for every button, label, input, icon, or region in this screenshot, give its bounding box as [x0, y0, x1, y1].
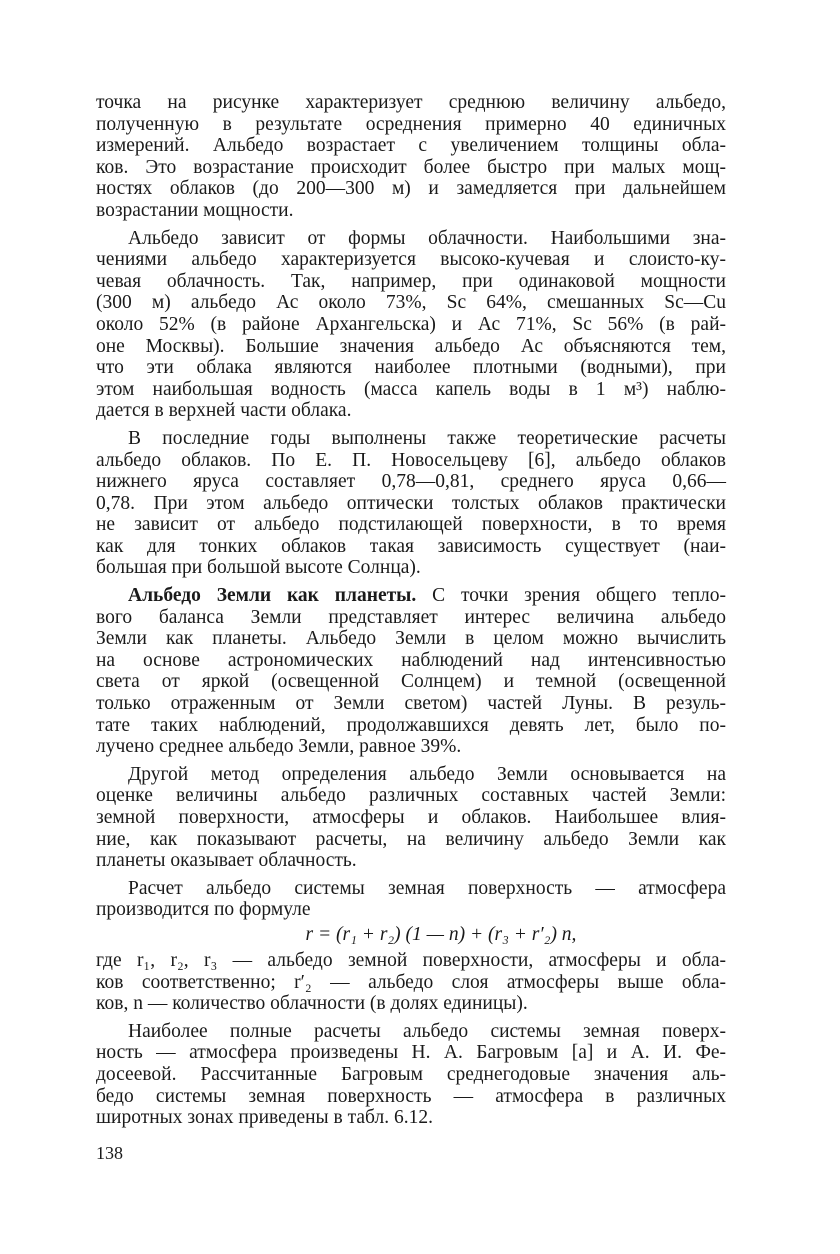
text-line: полученную в результате осреднения примерно 40 единичных [96, 113, 726, 135]
text-line: широтных зонах приведены в табл. 6.12. [96, 1107, 433, 1129]
text-line: оне Москвы). Большие значения альбедо Ас объясняются тем, [96, 335, 726, 357]
text-line: планеты оказывает облачность. [96, 850, 357, 872]
text-line: Земли как планеты. Альбедо Земли в целом можно вычислить [96, 628, 726, 650]
text-line: земной поверхности, атмосферы и облаков. Наибольшее влия- [96, 807, 726, 828]
paragraph-1 [96, 92, 726, 222]
page [96, 92, 726, 1164]
text-line: 0,78. При этом альбедо оптически толстых облаков практически [96, 492, 726, 514]
text-line: альбедо облаков. По Е. П. Новосельцеву [6], альбедо облаков [96, 449, 726, 471]
paragraph-8 [96, 1021, 726, 1129]
text-line: чениями альбедо характеризуется высоко-кучевая и слоисто-ку- [96, 249, 726, 271]
text-line: оценке величины альбедо различных составных частей Земли: [96, 785, 726, 807]
page-number: 138 [96, 1142, 123, 1163]
text-line: ность — атмосфера произведены Н. А. Багровым [а] и А. И. Фе- [96, 1042, 726, 1064]
text-line: точка на рисунке характеризует среднюю величину альбедо, [96, 92, 726, 113]
paragraph-7 [96, 950, 726, 1015]
text-line: измерений. Альбедо возрастает с увеличением толщины обла- [96, 135, 726, 157]
text-line: как для тонких облаков такая зависимость существует (наи- [96, 535, 726, 557]
text-line: ние, как показывают расчеты, на величину альбедо Земли как [96, 828, 726, 850]
text-line: что эти облака являются наиболее плотными (водными), при [96, 357, 726, 379]
albedo-formula: r = (r₁ + r₂) (1 — n) + (r₃ + r′₂) n, [305, 923, 577, 945]
text-line: ностях облаков (до 200—300 м) и замедляется при дальнейшем [96, 178, 726, 200]
text-line: Расчет альбедо системы земная поверхность — атмосфера [128, 877, 726, 899]
text-line: только отраженным от Земли светом) частей Луны. В резуль- [96, 693, 726, 715]
text-line: света от яркой (освещенной Солнцем) и темной (освещенной [96, 671, 726, 693]
text-line: на основе астрономических наблюдений над интенсивностью [96, 649, 726, 671]
text-line: Наиболее полные расчеты альбедо системы земная поверх- [128, 1020, 726, 1042]
text-line: дается в верхней части облака. [96, 400, 352, 422]
text-line: Другой метод определения альбедо Земли основывается на [128, 763, 726, 785]
text-line: ков, n — количество облачности (в долях единицы). [96, 993, 528, 1015]
text-line: досеевой. Рассчитанные Багровым среднегодовые значения аль- [96, 1063, 726, 1085]
paragraph-5 [96, 764, 726, 872]
text-line: бедо системы земная поверхность — атмосфера в различных [96, 1085, 726, 1107]
text-run: С точки зрения общего тепло- [416, 585, 726, 607]
text-line: ков соответственно; r′₂ — альбедо слоя атмосферы выше обла- [96, 971, 726, 993]
text-line: Альбедо зависит от формы облачности. Наибольшими зна- [128, 227, 726, 249]
text-line: где r₁, r₂, r₃ — альбедо земной поверхности, атмосферы и обла- [96, 949, 726, 971]
text-line: нижнего яруса составляет 0,78—0,81, среднего яруса 0,66— [96, 471, 726, 493]
paragraph-3 [96, 428, 726, 579]
section-heading: Альбедо Земли как планеты. [128, 585, 417, 607]
paragraph-4 [96, 585, 726, 758]
text-line: этом наибольшая водность (масса капель воды в 1 м³) наблю- [96, 378, 726, 400]
text-line: производится по формуле [96, 899, 311, 921]
text-line: около 52% (в районе Архангельска) и Ас 71%, Sc 56% (в рай- [96, 313, 726, 335]
text-line: В последние годы выполнены также теоретические расчеты [128, 427, 726, 449]
text-line: лучено среднее альбедо Земли, равное 39%. [96, 736, 462, 758]
text-line: ков. Это возрастание происходит более быстро при малых мощ- [96, 156, 726, 178]
text-line: большая при большой высоте Солнца). [96, 557, 421, 579]
text-line: тате таких наблюдений, продолжавшихся девять лет, было по- [96, 714, 726, 736]
text-line: чевая облачность. Так, например, при одинаковой мощности [96, 270, 726, 292]
text-line: (300 м) альбедо Ас около 73%, Sc 64%, смешанных Sc—Cu [96, 292, 726, 314]
text-line: не зависит от альбедо подстилающей поверхности, в то время [96, 514, 726, 536]
text-line: вого баланса Земли представляет интерес величина альбедо [96, 606, 726, 628]
text-line [96, 585, 726, 607]
paragraph-2 [96, 228, 726, 422]
text-line: возрастании мощности. [96, 199, 294, 221]
paragraph-6 [96, 878, 726, 921]
